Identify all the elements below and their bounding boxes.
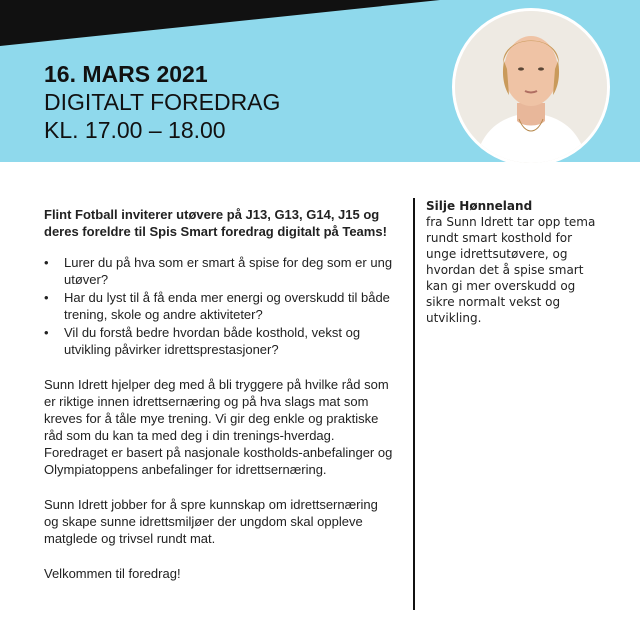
list-item: • Vil du forstå bedre hvordan både kosthold, vekst og utvikling påvirker idrettsprestasjoner? — [44, 324, 394, 358]
mission-paragraph: Sunn Idrett jobber for å spre kunnskap om idrettsernæring og skape sunne idrettsmiljøer der ungdom skal oppleve matglede og trivsel rundt mat. — [44, 497, 378, 546]
speaker-bio: fra Sunn Idrett tar opp tema rundt smart kosthold for unge idrettsutøvere, og hvordan det å spise smart kan gi mer overskudd og sikre normalt vekst og utvikling. — [426, 215, 596, 325]
vertical-divider — [413, 198, 415, 610]
list-item: • Har du lyst til å få enda mer energi og overskudd til både trening, skole og andre aktiviteter? — [44, 289, 394, 323]
description-paragraph: Sunn Idrett hjelper deg med å bli tryggere på hvilke råd som er riktige innen idrettsernæring og på hva slags mat som kreves for å tåle mye trening. Vi gir deg enkle og praktiske råd som du kan ta med deg i din trenings-hverdag. Foredraget er basert på nasjonale kostholds-anbefalinger og Olympiatoppens anbefalinger for idrettsernæring. — [44, 377, 393, 477]
event-date: 16. MARS 2021 — [44, 61, 208, 87]
event-time: KL. 17.00 – 18.00 — [44, 117, 226, 143]
speaker-photo — [452, 8, 610, 166]
intro-text: Flint Fotball inviterer utøvere på J13, G13, G14, J15 og deres foreldre til Spis Smart foredrag digitalt på Teams! — [44, 207, 387, 239]
event-type: DIGITALT FOREDRAG — [44, 89, 281, 115]
speaker-name: Silje Hønneland — [426, 199, 533, 213]
event-header — [44, 60, 280, 144]
closing-text: Velkommen til foredrag! — [44, 566, 181, 581]
speaker-info — [426, 198, 596, 326]
question-list — [44, 254, 394, 358]
main-content — [44, 206, 394, 582]
list-item: • Lurer du på hva som er smart å spise for deg som er ung utøver? — [44, 254, 394, 288]
